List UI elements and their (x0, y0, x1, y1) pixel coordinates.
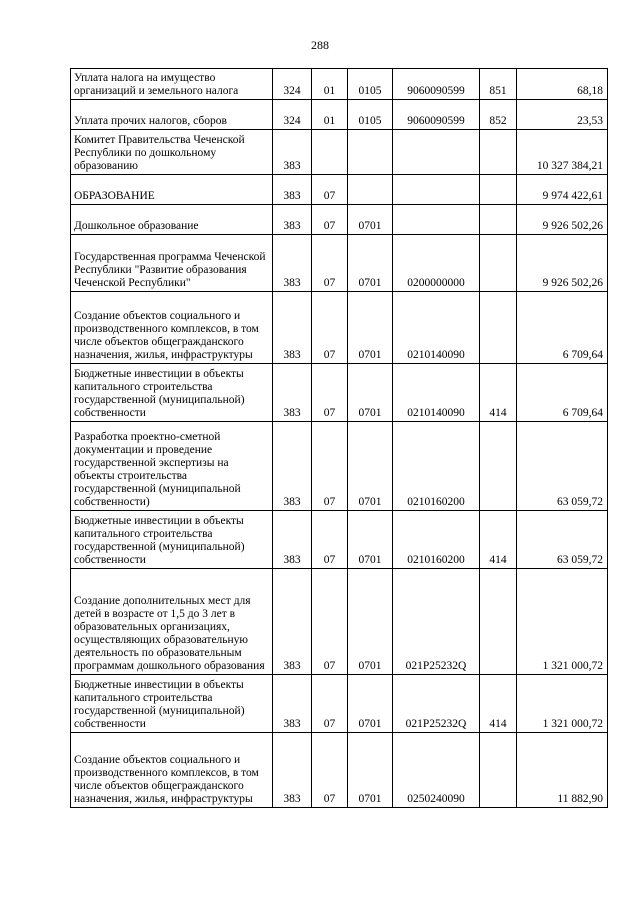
cell-section-code: 07 (312, 422, 348, 511)
cell-target-item-code (393, 130, 480, 175)
cell-department-code: 383 (273, 569, 312, 675)
cell-target-item-code: 0210140090 (393, 292, 480, 364)
cell-expense-type-code (480, 205, 517, 235)
cell-department-code: 383 (273, 235, 312, 292)
cell-name: Разработка проектно-сметной документации и проведение государственной экспертизы на объекты строительства государственной (муниципальной собственности) (71, 422, 273, 511)
cell-subsection-code: 0701 (348, 235, 393, 292)
cell-department-code: 383 (273, 511, 312, 569)
cell-expense-type-code (480, 235, 517, 292)
table-row (71, 235, 608, 292)
cell-name: Дошкольное образование (71, 205, 273, 235)
cell-target-item-code (393, 205, 480, 235)
cell-expense-type-code: 852 (480, 100, 517, 130)
cell-name: Бюджетные инвестиции в объекты капитального строительства государственной (муниципальной) собственности (71, 364, 273, 422)
budget-table (70, 68, 608, 808)
cell-amount: 1 321 000,72 (517, 569, 608, 675)
cell-name: Создание объектов социального и производственного комплексов, в том числе объектов общегражданского назначения, жилья, инфраструктуры (71, 292, 273, 364)
cell-name: Создание дополнительных мест для детей в возрасте от 1,5 до 3 лет в образовательных организациях, осуществляющих образовательную деятельность по образовательным программам дошкольного образования (71, 569, 273, 675)
table-row (71, 422, 608, 511)
cell-department-code: 383 (273, 364, 312, 422)
cell-subsection-code: 0701 (348, 292, 393, 364)
cell-target-item-code: 0210160200 (393, 422, 480, 511)
cell-section-code: 07 (312, 175, 348, 205)
cell-department-code: 383 (273, 292, 312, 364)
cell-amount: 9 926 502,26 (517, 205, 608, 235)
cell-department-code: 383 (273, 422, 312, 511)
cell-name: Комитет Правительства Чеченской Республики по дошкольному образованию (71, 130, 273, 175)
cell-amount: 23,53 (517, 100, 608, 130)
table-row (71, 69, 608, 100)
cell-department-code: 324 (273, 100, 312, 130)
cell-name: Уплата прочих налогов, сборов (71, 100, 273, 130)
cell-amount: 10 327 384,21 (517, 130, 608, 175)
cell-expense-type-code (480, 569, 517, 675)
cell-target-item-code: 9060090599 (393, 100, 480, 130)
cell-department-code: 383 (273, 130, 312, 175)
table-row (71, 364, 608, 422)
cell-target-item-code: 9060090599 (393, 69, 480, 100)
cell-department-code: 324 (273, 69, 312, 100)
table-row (71, 130, 608, 175)
cell-department-code: 383 (273, 675, 312, 733)
cell-subsection-code: 0701 (348, 569, 393, 675)
cell-expense-type-code: 414 (480, 675, 517, 733)
cell-amount: 9 974 422,61 (517, 175, 608, 205)
cell-expense-type-code (480, 422, 517, 511)
table-row (71, 292, 608, 364)
cell-department-code: 383 (273, 175, 312, 205)
cell-section-code: 07 (312, 292, 348, 364)
cell-target-item-code: 0250240090 (393, 733, 480, 808)
cell-expense-type-code (480, 130, 517, 175)
cell-department-code: 383 (273, 205, 312, 235)
cell-subsection-code: 0701 (348, 364, 393, 422)
cell-amount: 68,18 (517, 69, 608, 100)
cell-target-item-code (393, 175, 480, 205)
table-row (71, 675, 608, 733)
cell-section-code: 07 (312, 364, 348, 422)
cell-section-code: 07 (312, 675, 348, 733)
cell-amount: 6 709,64 (517, 364, 608, 422)
cell-subsection-code (348, 175, 393, 205)
cell-name: Бюджетные инвестиции в объекты капитального строительства государственной (муниципальной) собственности (71, 675, 273, 733)
cell-expense-type-code (480, 733, 517, 808)
cell-expense-type-code: 414 (480, 511, 517, 569)
cell-section-code: 07 (312, 235, 348, 292)
cell-section-code: 07 (312, 569, 348, 675)
cell-target-item-code: 021P25232Q (393, 569, 480, 675)
table-row (71, 733, 608, 808)
cell-expense-type-code (480, 175, 517, 205)
table-row (71, 100, 608, 130)
cell-expense-type-code: 851 (480, 69, 517, 100)
table-row (71, 511, 608, 569)
cell-target-item-code: 0200000000 (393, 235, 480, 292)
cell-subsection-code: 0701 (348, 675, 393, 733)
cell-subsection-code: 0105 (348, 100, 393, 130)
cell-amount: 63 059,72 (517, 511, 608, 569)
cell-subsection-code: 0701 (348, 733, 393, 808)
cell-subsection-code: 0701 (348, 511, 393, 569)
cell-name: Государственная программа Чеченской Республики "Развитие образования Чеченской Республики" (71, 235, 273, 292)
page-number: 288 (311, 38, 329, 52)
cell-name: Бюджетные инвестиции в объекты капитального строительства государственной (муниципальной) собственности (71, 511, 273, 569)
table-row (71, 205, 608, 235)
cell-name: ОБРАЗОВАНИЕ (71, 175, 273, 205)
cell-amount: 9 926 502,26 (517, 235, 608, 292)
cell-section-code: 01 (312, 100, 348, 130)
cell-subsection-code (348, 130, 393, 175)
cell-section-code: 07 (312, 205, 348, 235)
cell-section-code: 01 (312, 69, 348, 100)
cell-department-code: 383 (273, 733, 312, 808)
cell-expense-type-code (480, 292, 517, 364)
cell-name: Уплата налога на имущество организаций и земельного налога (71, 69, 273, 100)
cell-subsection-code: 0105 (348, 69, 393, 100)
cell-target-item-code: 0210140090 (393, 364, 480, 422)
cell-amount: 1 321 000,72 (517, 675, 608, 733)
cell-subsection-code: 0701 (348, 205, 393, 235)
cell-section-code: 07 (312, 511, 348, 569)
table-row (71, 175, 608, 205)
cell-amount: 6 709,64 (517, 292, 608, 364)
cell-amount: 63 059,72 (517, 422, 608, 511)
cell-name: Создание объектов социального и производственного комплексов, в том числе объектов общегражданского назначения, жилья, инфраструктуры (71, 733, 273, 808)
table-row (71, 569, 608, 675)
cell-expense-type-code: 414 (480, 364, 517, 422)
cell-section-code (312, 130, 348, 175)
cell-subsection-code: 0701 (348, 422, 393, 511)
cell-amount: 11 882,90 (517, 733, 608, 808)
budget-table-body (71, 69, 608, 808)
cell-target-item-code: 021P25232Q (393, 675, 480, 733)
cell-section-code: 07 (312, 733, 348, 808)
cell-target-item-code: 0210160200 (393, 511, 480, 569)
